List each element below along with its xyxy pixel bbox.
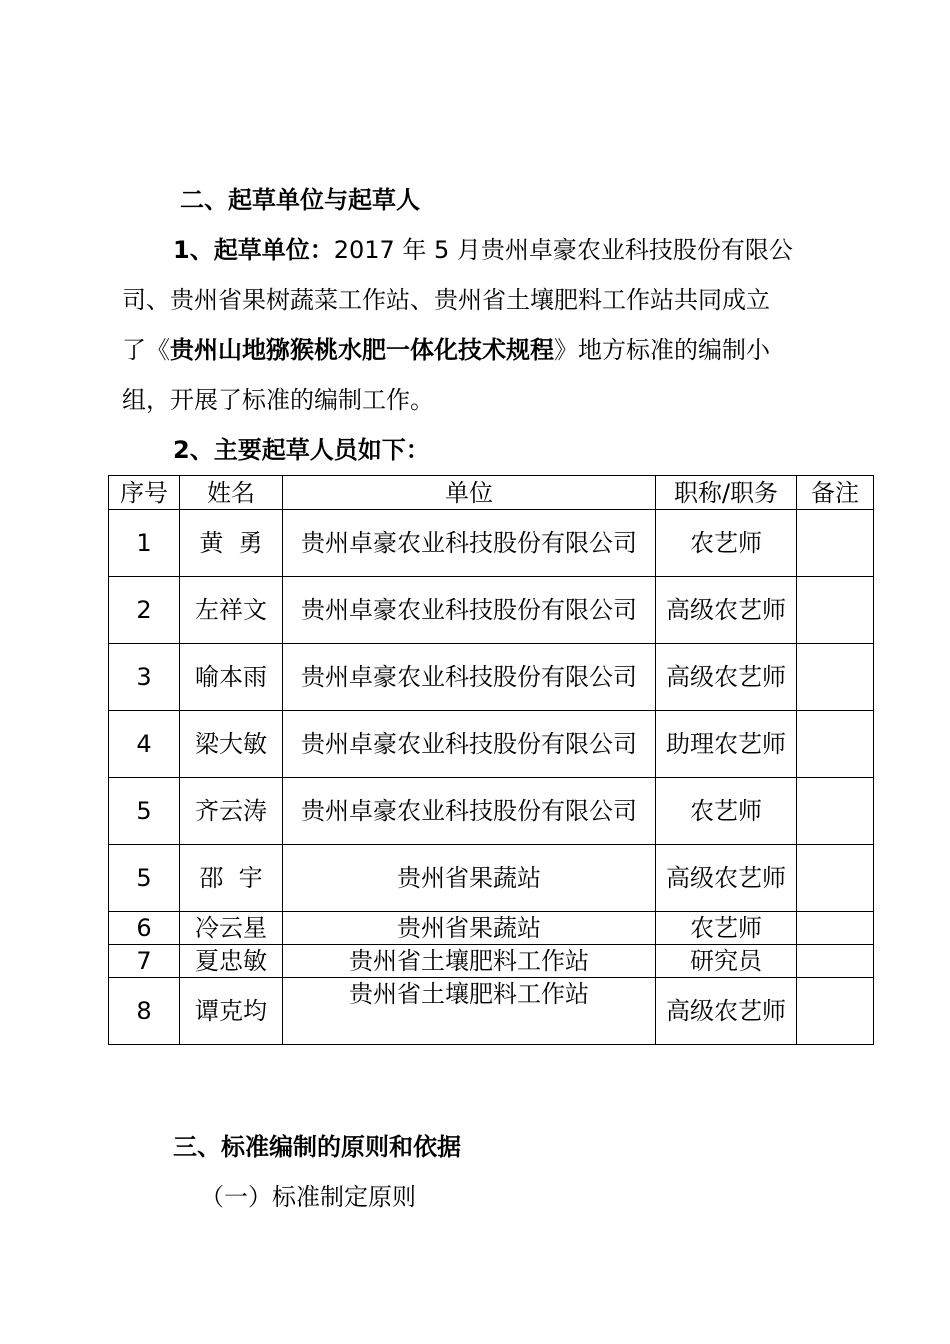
table-row xyxy=(109,711,874,778)
table-row xyxy=(109,845,874,912)
cell-name: 黄 勇 xyxy=(180,510,283,577)
cell-no: 4 xyxy=(109,711,180,778)
cell-unit: 贵州卓豪农业科技股份有限公司 xyxy=(283,577,656,644)
cell-name: 谭克均 xyxy=(180,978,283,1045)
cell-title: 农艺师 xyxy=(656,778,797,845)
drafting-unit-line4: 组，开展了标准的编制工作。 xyxy=(122,386,434,414)
cell-no: 6 xyxy=(109,912,180,945)
table-row xyxy=(109,510,874,577)
cell-name: 齐云涛 xyxy=(180,778,283,845)
table-row xyxy=(109,778,874,845)
section3-heading: 三、标准编制的原则和依据 xyxy=(173,1133,461,1161)
cell-no: 5 xyxy=(109,845,180,912)
cell-no: 7 xyxy=(109,945,180,978)
cell-title: 高级农艺师 xyxy=(656,845,797,912)
cell-name: 梁大敏 xyxy=(180,711,283,778)
cell-unit: 贵州卓豪农业科技股份有限公司 xyxy=(283,644,656,711)
cell-unit: 贵州省土壤肥料工作站 xyxy=(283,945,656,978)
cell-note xyxy=(797,945,874,978)
drafting-unit-line3-suffix: 》地方标准的编制小 xyxy=(554,336,770,364)
cell-title: 高级农艺师 xyxy=(656,978,797,1045)
cell-note xyxy=(797,644,874,711)
table-row xyxy=(109,978,874,1045)
cell-unit: 贵州卓豪农业科技股份有限公司 xyxy=(283,778,656,845)
cell-name: 喻本雨 xyxy=(180,644,283,711)
drafting-unit-colon: ： xyxy=(309,236,334,264)
cell-unit: 贵州省土壤肥料工作站 xyxy=(283,978,656,1045)
header-title: 职称/职务 xyxy=(656,476,797,510)
cell-title: 高级农艺师 xyxy=(656,644,797,711)
table-row xyxy=(109,945,874,978)
cell-note xyxy=(797,778,874,845)
cell-unit: 贵州卓豪农业科技股份有限公司 xyxy=(283,711,656,778)
cell-no: 2 xyxy=(109,577,180,644)
cell-note xyxy=(797,711,874,778)
cell-name: 夏忠敏 xyxy=(180,945,283,978)
drafting-unit-line3-prefix: 了《 xyxy=(122,336,170,364)
cell-note xyxy=(797,845,874,912)
cell-no: 8 xyxy=(109,978,180,1045)
header-name: 姓名 xyxy=(180,476,283,510)
drafting-unit-line3 xyxy=(122,334,770,366)
cell-title: 助理农艺师 xyxy=(656,711,797,778)
standard-title: 贵州山地猕猴桃水肥一体化技术规程 xyxy=(170,336,554,364)
cell-unit: 贵州省果蔬站 xyxy=(283,912,656,945)
cell-note xyxy=(797,510,874,577)
cell-name: 冷云星 xyxy=(180,912,283,945)
cell-title: 农艺师 xyxy=(656,510,797,577)
header-unit: 单位 xyxy=(283,476,656,510)
drafters-table xyxy=(108,475,874,1045)
drafting-unit-line1 xyxy=(173,234,793,266)
table-header-row xyxy=(109,476,874,510)
cell-note xyxy=(797,978,874,1045)
section3-subheading: （一）标准制定原则 xyxy=(200,1183,416,1211)
cell-name: 邵 宇 xyxy=(180,845,283,912)
cell-title: 农艺师 xyxy=(656,912,797,945)
cell-note xyxy=(797,912,874,945)
table-row xyxy=(109,912,874,945)
cell-name: 左祥文 xyxy=(180,577,283,644)
drafting-unit-line2: 司、贵州省果树蔬菜工作站、贵州省土壤肥料工作站共同成立 xyxy=(122,286,770,314)
header-no: 序号 xyxy=(109,476,180,510)
cell-no: 3 xyxy=(109,644,180,711)
main-drafters-label: 2、主要起草人员如下： xyxy=(173,436,430,464)
cell-unit: 贵州卓豪农业科技股份有限公司 xyxy=(283,510,656,577)
drafting-unit-text1: 2017 年 5 月贵州卓豪农业科技股份有限公 xyxy=(333,236,793,264)
cell-title: 研究员 xyxy=(656,945,797,978)
cell-no: 5 xyxy=(109,778,180,845)
table-row xyxy=(109,577,874,644)
cell-title: 高级农艺师 xyxy=(656,577,797,644)
table-row xyxy=(109,644,874,711)
section2-heading: 二、起草单位与起草人 xyxy=(180,186,420,214)
cell-note xyxy=(797,577,874,644)
drafting-unit-label: 1、起草单位 xyxy=(173,236,310,264)
cell-unit: 贵州省果蔬站 xyxy=(283,845,656,912)
header-note: 备注 xyxy=(797,476,874,510)
cell-no: 1 xyxy=(109,510,180,577)
